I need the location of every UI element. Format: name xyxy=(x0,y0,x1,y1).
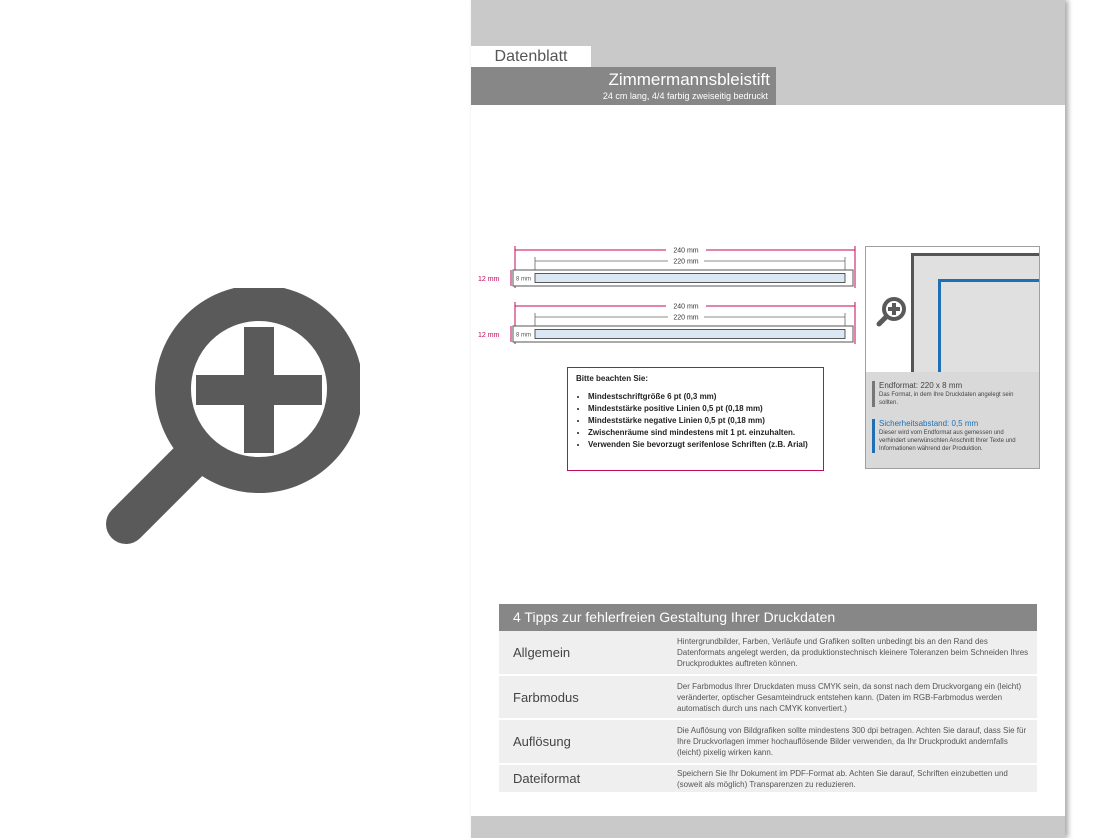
table-row xyxy=(499,720,1037,765)
height-total-label: 12 mm xyxy=(478,332,500,339)
safety-title: Sicherheitsabstand: 0,5 mm xyxy=(879,419,979,428)
detail-panel xyxy=(865,246,1040,469)
safety-description: Dieser wird vom Endformat aus gemessen und verhindert unerwünschten Anschnitt Ihrer Texte und Informationen während der Produktion. xyxy=(879,430,1016,452)
product-title: Zimmermannsbleistift xyxy=(608,70,770,89)
tip-text: Der Farbmodus Ihrer Druckdaten muss CMYK sein, da sonst nach dem Druckvorgang ein (leicht) veränderter, optischer Gesamteindruck entstehen kann. (Daten im RGB-Farbmodus werden automatisch durch uns nach CMYK konvertiert.) xyxy=(677,681,1022,713)
tips-table xyxy=(499,604,1037,794)
pencil-diagram-back xyxy=(479,300,869,348)
safety-legend xyxy=(872,419,1032,453)
tip-label: Farbmodus xyxy=(513,689,579,705)
safety-margin-corner xyxy=(938,279,1039,372)
total-length-label: 240 mm xyxy=(673,247,699,255)
detail-legend xyxy=(872,381,1032,465)
table-row xyxy=(499,631,1037,676)
notes-heading: Bitte beachten Sie: xyxy=(576,374,649,383)
height-print-label: 8 mm xyxy=(516,332,531,339)
corner-detail-image xyxy=(866,247,1039,372)
table-row xyxy=(499,676,1037,720)
tip-label: Dateiformat xyxy=(513,771,581,786)
tips-heading: 4 Tipps zur fehlerfreien Gestaltung Ihrer Druckdaten xyxy=(499,604,1037,631)
tip-text: Speichern Sie Ihr Dokument im PDF-Format ab. Achten Sie darauf, Schriften einzubetten und (soweit als möglich) Transparenzen zu reduzieren. xyxy=(677,768,1008,789)
list-item: • Mindestschriftgröße 6 pt (0,3 mm) xyxy=(588,391,815,403)
endformat-title: Endformat: 220 x 8 mm xyxy=(879,381,963,390)
tip-text: Hintergrundbilder, Farben, Verläufe und Grafiken sollten unbedingt bis an den Rand des Datenformats angelegt werden, da produktionstechnisch kleinere Toleranzen beim Schneiden Ihres Druckproduktes auftreten können. xyxy=(677,637,1029,668)
height-print-label: 8 mm xyxy=(516,276,531,283)
endformat-description: Das Format, in dem Ihre Druckdaten angelegt sein sollten. xyxy=(879,392,1014,406)
list-item: • Verwenden Sie bevorzugt serifenlose Schriften (z.B. Arial) xyxy=(588,439,815,451)
tip-label: Auflösung xyxy=(513,734,571,749)
tip-label: Allgemein xyxy=(513,645,571,660)
datasheet-tab: Datenblatt xyxy=(471,46,591,67)
notes-list xyxy=(576,391,815,451)
print-length-label: 220 mm xyxy=(673,314,699,322)
list-item: • Mindeststärke negative Linien 0,5 pt (0,18 mm) xyxy=(588,415,815,427)
endformat-legend xyxy=(872,381,1032,407)
zoom-in-icon[interactable] xyxy=(100,288,360,550)
datasheet-page xyxy=(471,0,1065,838)
page-footer-band xyxy=(471,816,1065,838)
print-length-label: 220 mm xyxy=(673,258,699,266)
zoom-in-icon[interactable] xyxy=(875,296,907,328)
total-length-label: 240 mm xyxy=(673,303,699,311)
tip-text: Die Auflösung von Bildgrafiken sollte mindestens 300 dpi betragen. Achten Sie darauf, dass Sie für Ihre Druckvorlagen immer hochauflösende Bilder verwenden, da Ihr Druckprodukt andernfalls (leicht) pixelig wirken kann. xyxy=(677,726,1027,757)
height-total-label: 12 mm xyxy=(478,276,500,283)
pencil-diagram-front xyxy=(479,244,869,292)
product-subtitle: 24 cm lang, 4/4 farbig zweiseitig bedruckt xyxy=(602,91,768,101)
list-item: • Mindeststärke positive Linien 0,5 pt (0,18 mm) xyxy=(588,403,815,415)
title-bar xyxy=(471,67,776,105)
table-row xyxy=(499,765,1037,794)
notes-box xyxy=(567,367,824,471)
list-item: • Zwischenräume sind mindestens mit 1 pt. einzuhalten. xyxy=(588,427,815,439)
